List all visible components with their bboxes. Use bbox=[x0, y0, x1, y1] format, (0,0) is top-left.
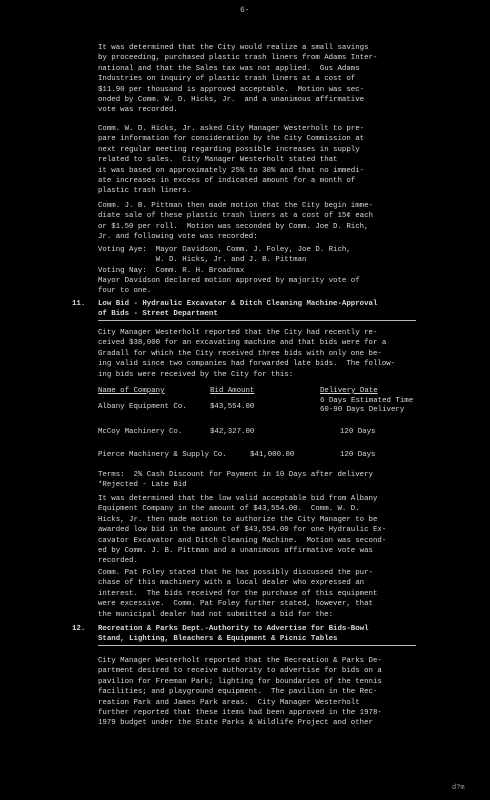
payment-terms: Terms: 2% Cash Discount for Payment in 10 Days after delivery *Rejected - Late Bid bbox=[98, 471, 373, 490]
vote-nays: Voting Nay: Comm. R. H. Broadnax bbox=[98, 267, 245, 275]
page-number: 6- bbox=[240, 6, 250, 15]
col-header-amount: Bid Amount bbox=[210, 387, 255, 395]
section-11-heading: Low Bid - Hydraulic Excavator & Ditch Cleaning Machine-Approval of Bids - Street Department bbox=[98, 300, 378, 319]
row-2-company: McCoy Machinery Co. bbox=[98, 428, 183, 436]
paragraph-1: It was determined that the City would realize a small savings by proceeding, purchased plastic trash liners from Adams Inter- national and that the Sales tax was not applied. Gus Adams Industries on inquiry of plastic trash liners at a cost of $11.90 per thousand is approved acceptable. Motion was sec- onded by Comm. W. D. Hicks, Jr. and a unanimous affirmative vote was recorded. bbox=[98, 44, 378, 115]
col-header-delivery: Delivery Date bbox=[320, 387, 378, 395]
paragraph-8: City Manager Westerholt reported that the Recreation & Parks De- partment desired to receive authority to advertise for bids on a pavilion for Freeman Park; lighting for boundaries of the tennis facilities; and playground equipment. The pavilion in the Rec- reation Park and James Park areas. City Manager Westerholt further reported that these items had been approved in the 1978- 1979 budget under the State Parks & Wildlife Project and other bbox=[98, 657, 382, 728]
row-1-amount: $43,554.00 bbox=[210, 403, 255, 411]
row-1-company: Albany Equipment Co. bbox=[98, 403, 187, 411]
section-11-underline bbox=[98, 320, 416, 321]
row-3-amount: $41,000.00 bbox=[250, 451, 295, 459]
row-3-delivery: 120 Days bbox=[340, 451, 376, 459]
paragraph-3: Comm. J. B. Pittman then made motion that the City begin imme- diate sale of these plastic trash liners at a cost of 15¢ each or $1.50 per roll. Motion was seconded by Comm. Joe D. Rich, Jr. and following vote was recorded: bbox=[98, 202, 373, 242]
section-12-heading: Recreation & Parks Dept.-Authority to Advertise for Bids-Bowl Stand, Lighting, Bleachers & Equipment & Picnic Tables bbox=[98, 625, 369, 644]
row-1-delivery: 6 Days Estimated Time 60-90 Days Delivery bbox=[320, 397, 414, 414]
row-2-amount: $42,327.00 bbox=[210, 428, 255, 436]
paragraph-4: Mayor Davidson declared motion approved by majority vote of four to one. bbox=[98, 277, 360, 296]
section-12-underline bbox=[98, 645, 416, 646]
paragraph-5: City Manager Westerholt reported that the City had recently re- ceived $38,000 for an excavating machine and that bids were for a Gradall for which the City received three bids with only one be- ing valid since two companies had forwarded late bids. The follow- ing bids were received by the City for this: bbox=[98, 329, 396, 379]
section-11-number: 11. bbox=[72, 300, 86, 308]
paragraph-6: It was determined that the low valid acceptable bid from Albany Equipment Company in the amount of $43,554.00. Comm. W. D. Hicks, Jr. then made motion to authorize the City Manager to be awarded low bid in the amount of $43,554.00 for one Hydraulic Ex- cavator Excavator and Ditch Cleaning Machine. Motion was second- ed by Comm. J. B. Pittman and a unanimous affirmative vote was recorded. bbox=[98, 495, 387, 566]
section-12-number: 12. bbox=[72, 625, 86, 633]
paragraph-2: Comm. W. D. Hicks, Jr. asked City Manager Westerholt to pre- pare information for consideration by the City Commission at next regular meeting regarding possible increases in supply related to sales. City Manager Westerholt stated that it was based on approximately 25% to 30% and that no immedi- ate increases in excess of indicated amount for a month of plastic trash liners. bbox=[98, 125, 365, 196]
corner-mark: d?m bbox=[452, 784, 465, 792]
paragraph-7: Comm. Pat Foley stated that he has possibly discussed the pur- chase of this machinery with a local dealer who expressed an interest. The bids received for the purchase of this equipment were excessive. Comm. Pat Foley further stated, however, that the municipal dealer had not submitted a bid for the: bbox=[98, 569, 378, 619]
vote-ayes: Voting Aye: Mayor Davidson, Comm. J. Foley, Joe D. Rich, W. D. Hicks, Jr. and J. B. Pittman bbox=[98, 246, 351, 265]
row-2-delivery: 120 Days bbox=[340, 428, 376, 436]
row-3-company: Pierce Machinery & Supply Co. bbox=[98, 451, 227, 459]
col-header-company: Name of Company bbox=[98, 387, 165, 395]
